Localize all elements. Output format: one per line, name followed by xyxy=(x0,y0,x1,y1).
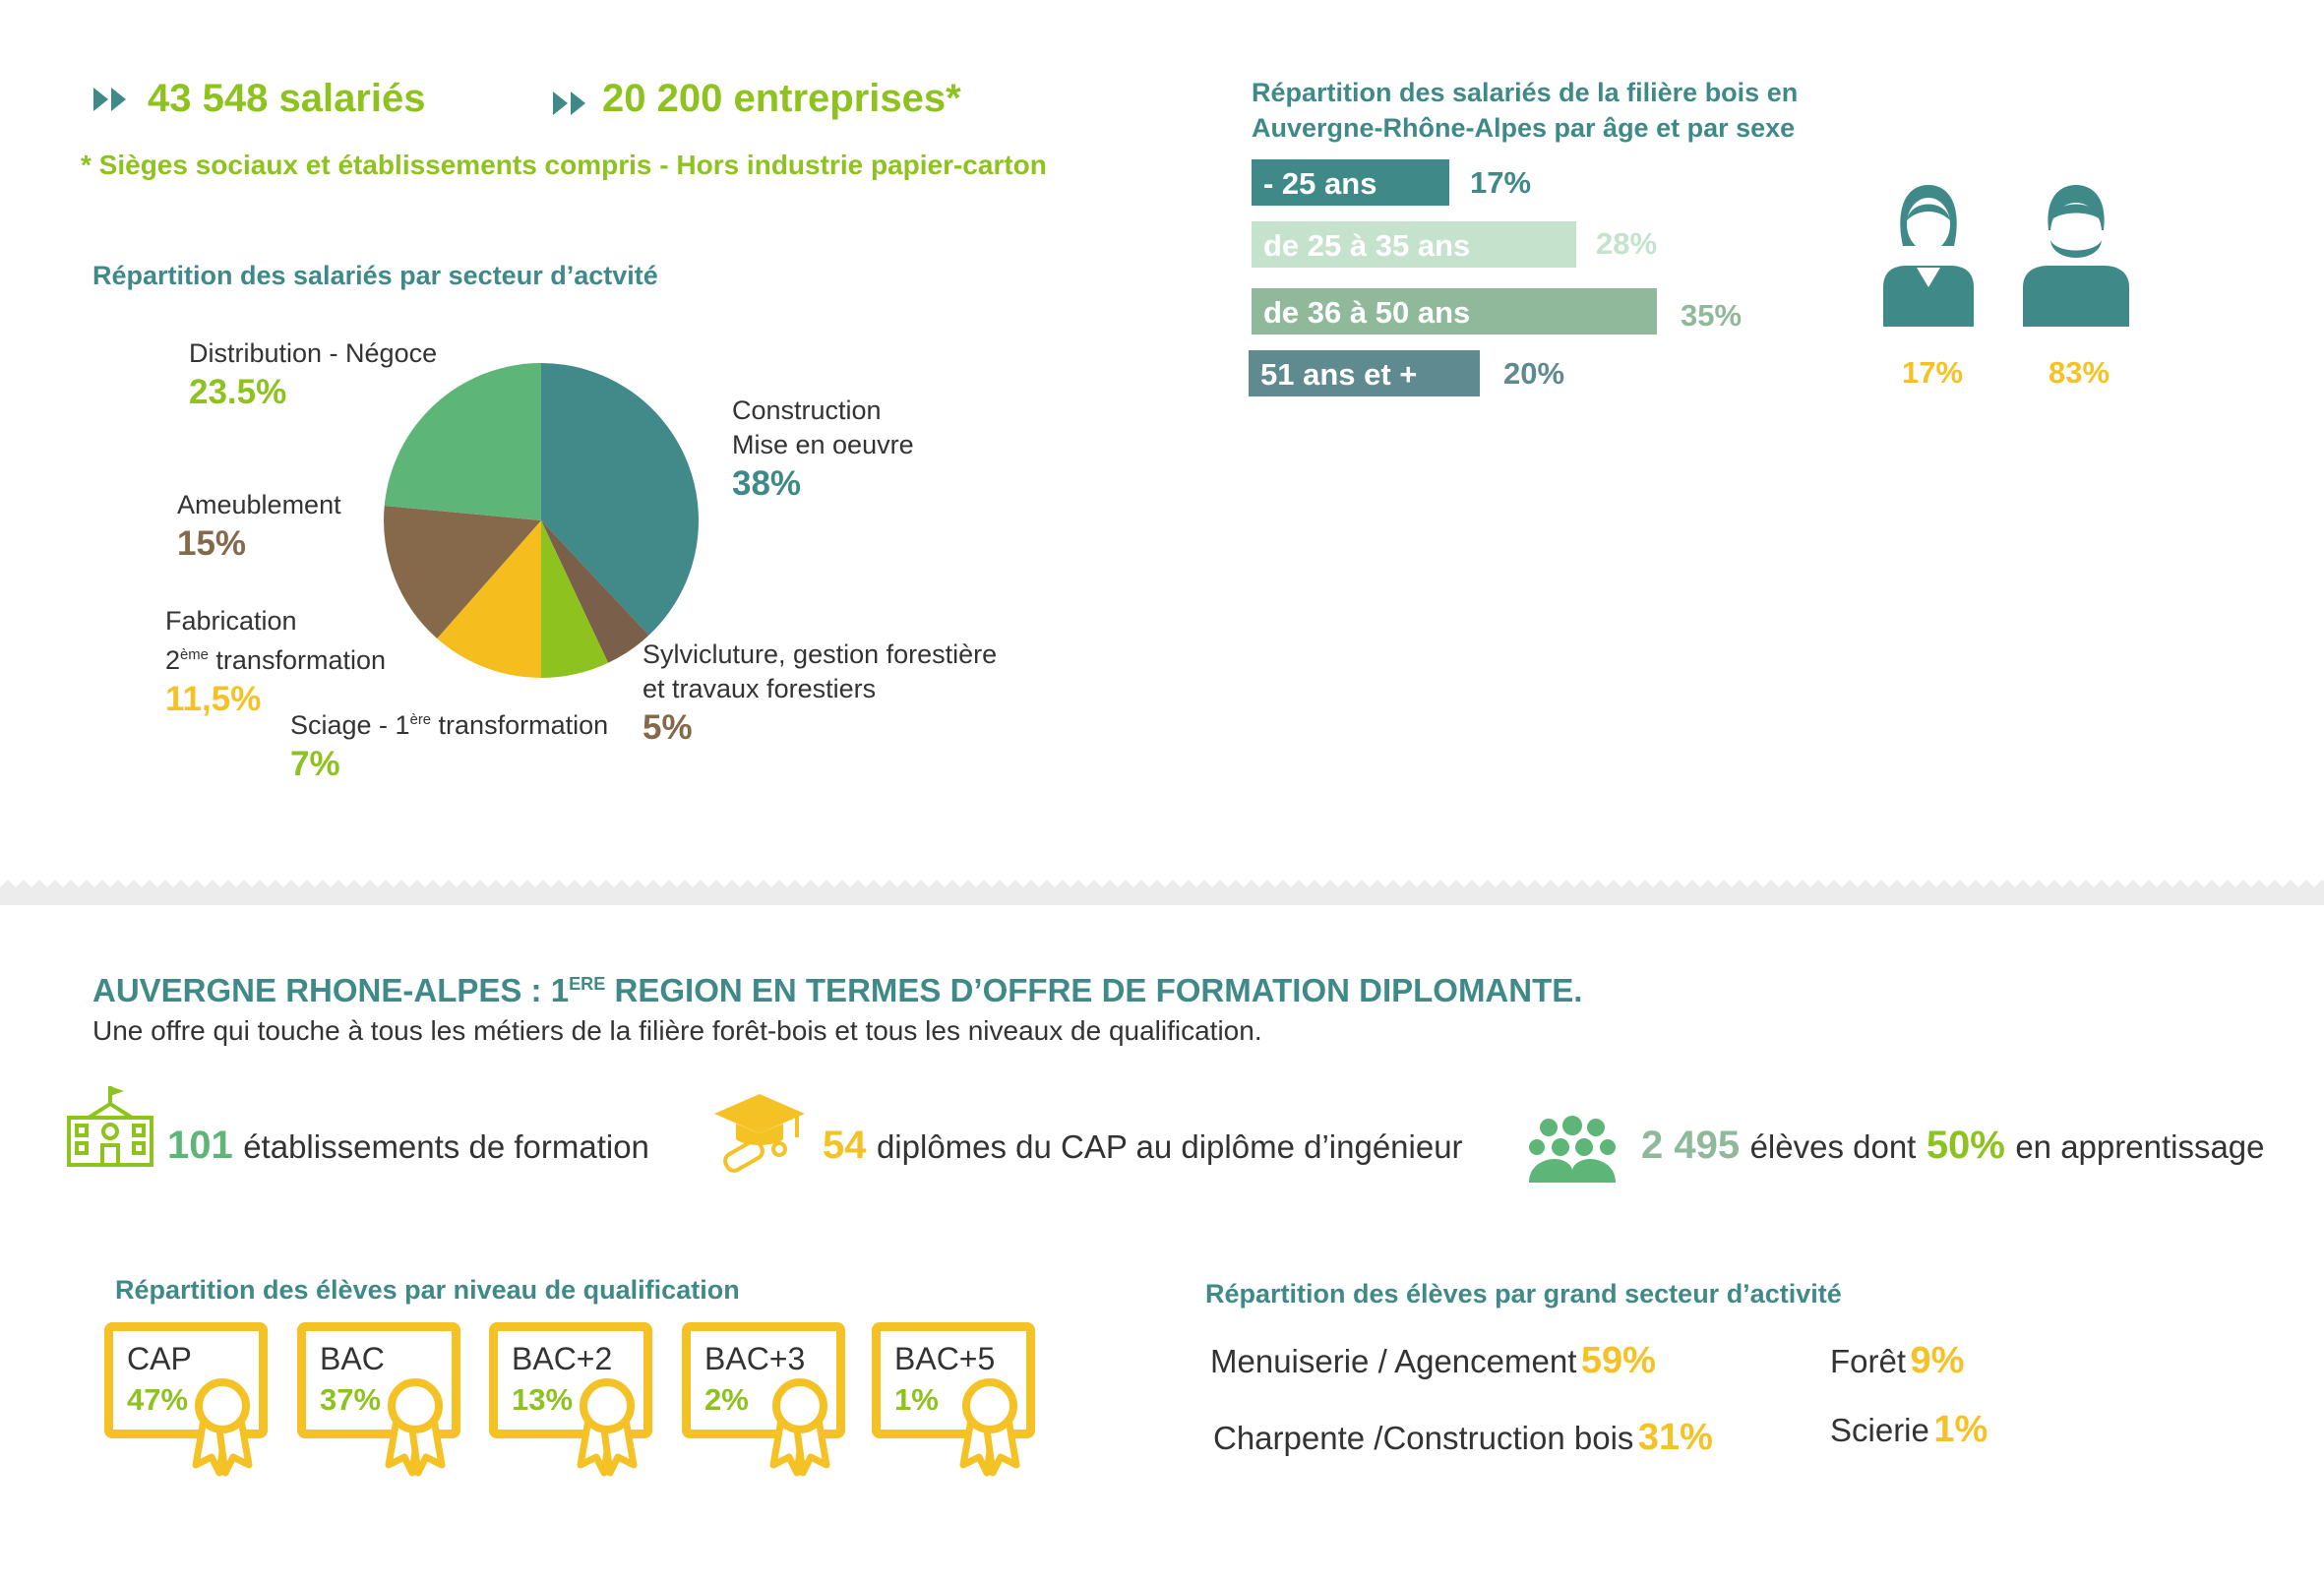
age-chart-title: Répartition des salariés de la filière bois en Auvergne-Rhône-Alpes par âge et par sexe xyxy=(1252,78,1799,143)
graduation-cap-icon xyxy=(710,1090,809,1177)
pie-label-sylviculture: Sylvicluture, gestion forestière et travaux forestiers 5% xyxy=(642,639,998,747)
certificate-cap xyxy=(104,1322,268,1438)
ribbon-award-icon xyxy=(188,1372,257,1481)
sector-foret: Forêt 9% xyxy=(1830,1340,1965,1381)
qualif-title: Répartition des élèves par niveau de qualification xyxy=(115,1275,740,1305)
school-building-icon xyxy=(65,1082,155,1169)
sector-title: Répartition des élèves par grand secteur d’activité xyxy=(1205,1279,1842,1309)
certificate-pct: 13% xyxy=(512,1382,574,1417)
age-pct-36-50: 35% xyxy=(1681,298,1743,333)
age-bar-under-25: - 25 ans xyxy=(1252,159,1449,206)
certificate-pct: 37% xyxy=(320,1382,382,1417)
ribbon-award-icon xyxy=(573,1372,642,1481)
double-arrow-icon xyxy=(92,85,133,114)
pie-label-ameublement: Ameublement 15% xyxy=(177,490,341,563)
salaries-count: 43 548 salariés xyxy=(148,77,426,120)
certificate-bacplus3 xyxy=(682,1322,845,1438)
age-pct-25-35: 28% xyxy=(1596,226,1658,261)
female-icon xyxy=(1881,181,1976,331)
certificate-level: BAC+5 xyxy=(894,1341,996,1376)
zigzag-fade xyxy=(0,905,2324,935)
female-pct: 17% xyxy=(1902,355,1964,390)
stat-diplomas: 54 diplômes du CAP au diplôme d’ingénieur xyxy=(823,1124,1463,1167)
certificate-level: BAC xyxy=(320,1341,385,1376)
certificate-pct: 47% xyxy=(127,1382,189,1417)
ribbon-award-icon xyxy=(955,1372,1024,1481)
certificate-level: CAP xyxy=(127,1341,192,1376)
male-icon xyxy=(2021,181,2131,331)
age-pct-51-plus: 20% xyxy=(1503,356,1565,391)
male-pct: 83% xyxy=(2049,355,2110,390)
age-bar-51-plus: 51 ans et + xyxy=(1249,350,1480,396)
pie-label-sciage: Sciage - 1ère transformation 7% xyxy=(290,710,609,783)
pie-title: Répartition des salariés par secteur d’actvité xyxy=(92,261,658,290)
double-arrow-icon xyxy=(551,89,592,118)
stat-establishments: 101 établissements de formation xyxy=(167,1124,649,1167)
entreprises-count: 20 200 entreprises* xyxy=(602,77,961,120)
sector-scierie: Scierie 1% xyxy=(1830,1409,1988,1450)
certificate-bacplus2 xyxy=(489,1322,652,1438)
sector-charpente: Charpente /Construction bois 31% xyxy=(1213,1417,1713,1458)
zigzag-divider xyxy=(0,866,2324,935)
group-people-icon xyxy=(1527,1114,1618,1185)
ribbon-award-icon xyxy=(765,1372,834,1481)
sector-menuiserie: Menuiserie / Agencement 59% xyxy=(1210,1340,1656,1381)
header-footnote: * Sièges sociaux et établissements compris - Hors industrie papier-carton xyxy=(81,150,1047,180)
pie-label-distribution: Distribution - Négoce 23.5% xyxy=(189,338,438,411)
certificate-pct: 1% xyxy=(894,1382,939,1417)
certificate-level: BAC+2 xyxy=(512,1341,613,1376)
training-title: AUVERGNE RHONE-ALPES : 1ERE REGION EN TERMES D’OFFRE DE FORMATION DIPLOMANTE. xyxy=(92,972,1583,1008)
certificate-level: BAC+3 xyxy=(704,1341,806,1376)
certificate-bac xyxy=(297,1322,460,1438)
certificate-pct: 2% xyxy=(704,1382,749,1417)
training-subtitle: Une offre qui touche à tous les métiers de la filière forêt-bois et tous les niveaux de qualification. xyxy=(92,1015,1262,1046)
age-pct-under-25: 17% xyxy=(1470,165,1532,200)
age-bar-36-50: de 36 à 50 ans xyxy=(1252,288,1657,335)
stat-students: 2 495 élèves dont 50% en apprentissage xyxy=(1641,1124,2265,1167)
pie-label-fabrication: Fabrication 2ème transformation 11,5% xyxy=(165,606,386,718)
certificate-bacplus5 xyxy=(872,1322,1035,1438)
age-bar-25-35: de 25 à 35 ans xyxy=(1252,221,1576,268)
ribbon-award-icon xyxy=(381,1372,450,1481)
pie-label-construction: Construction Mise en oeuvre 38% xyxy=(732,396,914,503)
